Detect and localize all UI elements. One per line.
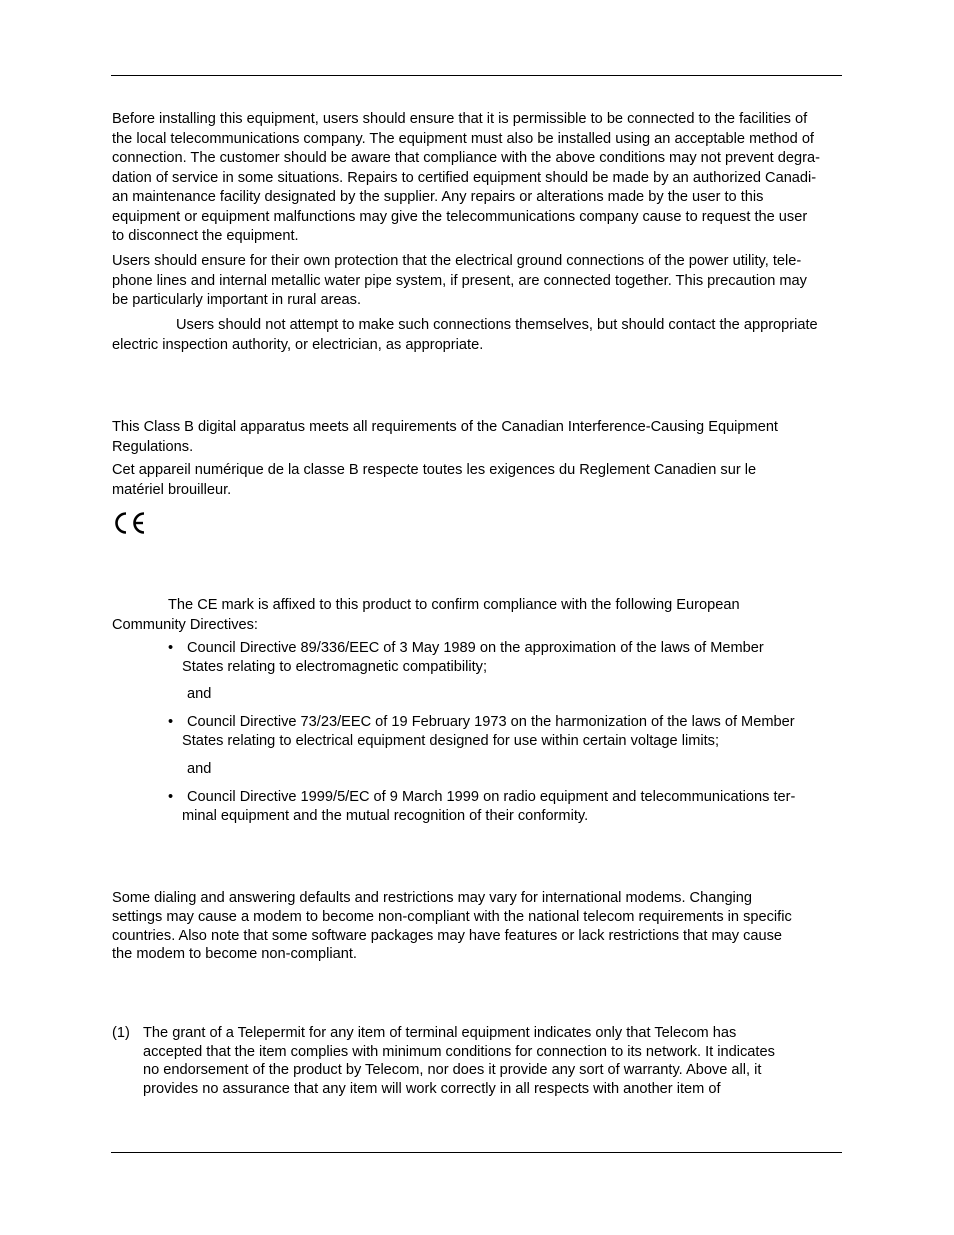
text-line: the modem to become non-compliant. xyxy=(112,946,357,963)
text-line: matériel brouilleur. xyxy=(112,481,232,498)
text-line: Some dialing and answering defaults and restrictions may vary for international modems. Changing xyxy=(112,890,753,906)
text-line: to disconnect the equipment. xyxy=(112,228,299,244)
bullet-icon: • xyxy=(168,714,174,730)
directive-list-item xyxy=(168,788,848,826)
international-modem-paragraph xyxy=(112,889,842,964)
text-line: This Class B digital apparatus meets all requirements of the Canadian Interference-Causing Equipment xyxy=(112,419,778,435)
text-line: Users should ensure for their own protection that the electrical ground connections of the power utility, tele- xyxy=(112,253,802,269)
class-b-french-paragraph xyxy=(112,461,842,500)
text-line: The grant of a Telepermit for any item of terminal equipment indicates only that Telecom has xyxy=(143,1025,737,1041)
text-line: Council Directive 89/336/EEC of 3 May 1989 on the approximation of the laws of Member xyxy=(187,640,764,656)
text-line: phone lines and internal metallic water pipe system, if present, are connected together. This precaution may xyxy=(112,272,807,289)
connector-text: and xyxy=(187,761,212,777)
bullet-icon: • xyxy=(168,789,174,805)
text-line: Community Directives: xyxy=(112,616,258,633)
ground-connection-paragraph xyxy=(112,252,842,311)
list-number: (1) xyxy=(112,1025,130,1041)
text-line: States relating to electrical equipment designed for use within certain voltage limits; xyxy=(182,733,720,749)
list-item-body xyxy=(143,1024,842,1099)
text-line: accepted that the item complies with minimum conditions for connection to its network. It indicates xyxy=(143,1043,775,1060)
directive-list-item xyxy=(168,713,848,751)
text-line: no endorsement of the product by Telecom, nor does it provide any sort of warranty. Above all, it xyxy=(143,1062,762,1079)
text-line: dation of service in some situations. Repairs to certified equipment should be made by an authorized Canadi- xyxy=(112,169,817,186)
class-b-english-paragraph xyxy=(112,418,842,457)
connector-text: and xyxy=(187,686,212,702)
text-line: provides no assurance that any item will work correctly in all respects with another item of xyxy=(143,1081,721,1098)
text-line: Before installing this equipment, users should ensure that it is permissible to be connected to the facilities of xyxy=(112,111,808,127)
header-rule xyxy=(111,75,842,76)
text-line: the local telecommunications company. The equipment must also be installed using an acceptable method of xyxy=(112,130,814,147)
text-line: minal equipment and the mutual recognition of their conformity. xyxy=(182,808,589,824)
text-line: The CE mark is affixed to this product to confirm compliance with the following European xyxy=(168,597,740,613)
text-line: electric inspection authority, or electrician, as appropriate. xyxy=(112,336,484,353)
text-line: Council Directive 1999/5/EC of 9 March 1999 on radio equipment and telecommunications ter- xyxy=(187,789,796,805)
text-line: be particularly important in rural areas. xyxy=(112,292,362,308)
caution-paragraph xyxy=(112,316,842,355)
text-line: Users should not attempt to make such connections themselves, but should contact the appropriate xyxy=(176,317,818,333)
text-line: States relating to electromagnetic compatibility; xyxy=(182,659,487,675)
text-line: countries. Also note that some software packages may have features or lack restrictions that may cause xyxy=(112,927,783,944)
text-line: equipment or equipment malfunctions may give the telecommunications company cause to request the user xyxy=(112,208,808,225)
footer-rule xyxy=(111,1152,842,1153)
text-line: connection. The customer should be aware that compliance with the above conditions may not prevent degra- xyxy=(112,150,820,166)
directive-list-item xyxy=(168,639,848,677)
bullet-icon: • xyxy=(168,640,174,656)
text-line: Cet appareil numérique de la classe B respecte toutes les exigences du Reglement Canadien sur le xyxy=(112,462,757,478)
telecom-installation-paragraph xyxy=(112,110,842,247)
ce-intro-paragraph xyxy=(112,596,842,635)
text-line: Regulations. xyxy=(112,438,194,455)
telepermit-list-item xyxy=(112,1024,842,1099)
text-line: an maintenance facility designated by the supplier. Any repairs or alterations made by the user to this xyxy=(112,189,764,205)
text-line: settings may cause a modem to become non-compliant with the national telecom requirements in specific xyxy=(112,908,792,925)
ce-mark-icon xyxy=(112,510,148,536)
text-line: Council Directive 73/23/EEC of 19 February 1973 on the harmonization of the laws of Member xyxy=(187,714,795,730)
